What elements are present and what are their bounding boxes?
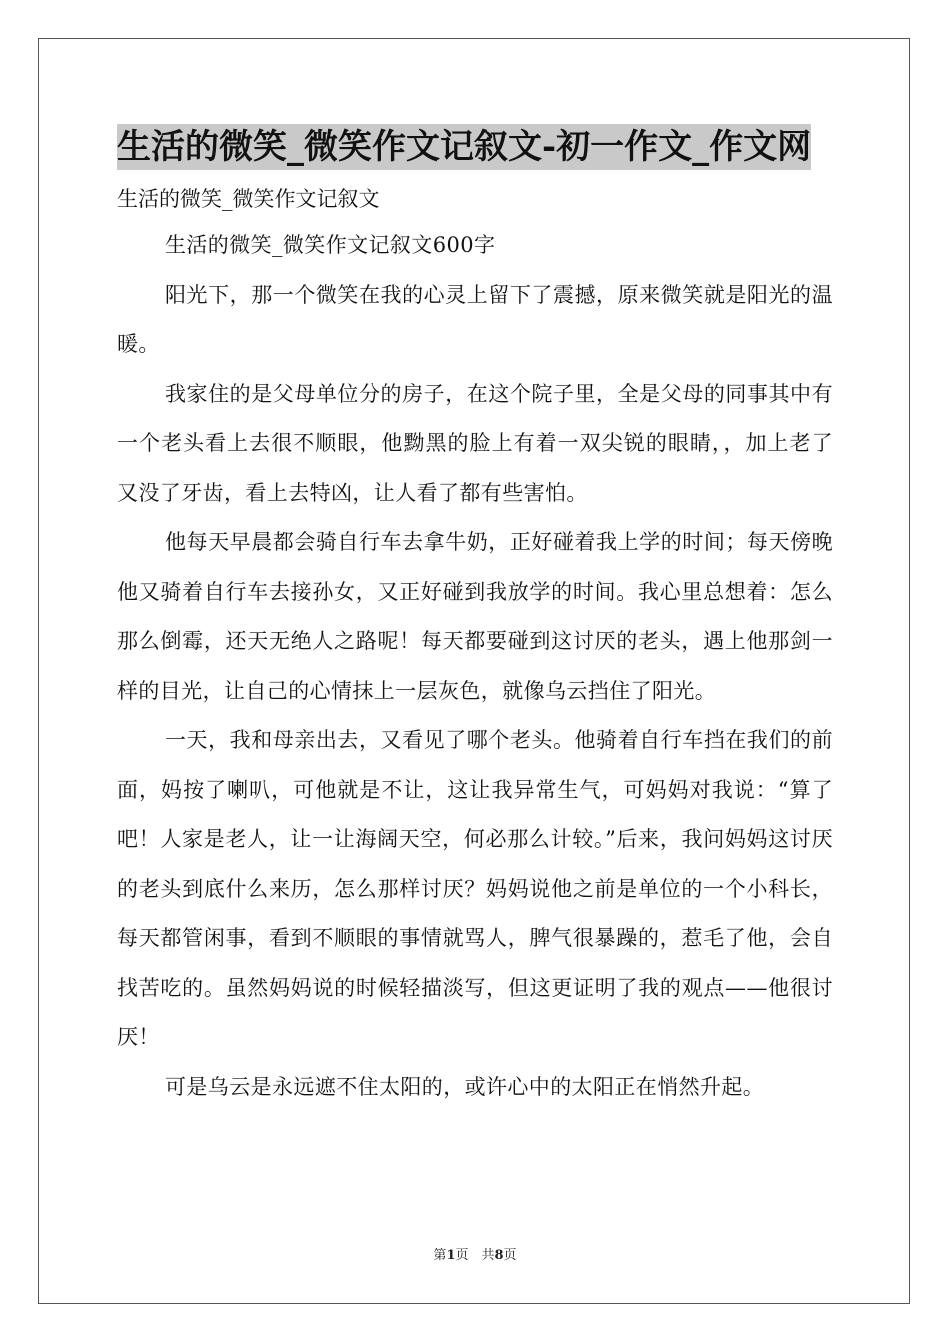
page-label-prefix: 第 xyxy=(433,1248,447,1263)
page-current: 1 xyxy=(446,1248,456,1263)
paragraph-1: 生活的微笑_微笑作文记叙文600字 xyxy=(165,233,496,257)
paragraph-3: 我家住的是父母单位分的房子，在这个院子里，全是父母的同事其中有一个老头看上去很不顺眼，他黝黑的脸上有着一双尖锐的眼睛，，加上老了又没了牙齿，看上去特凶，让人看了都有些害怕。 xyxy=(117,381,833,505)
page-footer xyxy=(0,1248,950,1264)
paragraph-5: 一天，我和母亲出去，又看见了哪个老头。他骑着自行车挡在我们的前面，妈按了喇叭，可他就是不让，这让我异常生气，可妈妈对我说：“算了吧！人家是老人，让一让海阔天空，何必那么计较。”后来，我问妈妈这讨厌的老头到底什么来历，怎么那样讨厌？妈妈说他之前是单位的一个小科长，每天都管闲事，看到不顺眼的事情就骂人，脾气很暴躁的，惹毛了他，会自找苦吃的。虽然妈妈说的时候轻描淡写，但这更证明了我的观点——他很讨厌！ xyxy=(117,728,833,1049)
document-subtitle: 生活的微笑_微笑作文记叙文 xyxy=(117,187,380,211)
paragraph-2: 阳光下，那一个微笑在我的心灵上留下了震撼，原来微笑就是阳光的温暖。 xyxy=(117,282,833,356)
page-label-mid: 页 共 xyxy=(455,1248,495,1263)
paragraph-6: 可是乌云是永远遮不住太阳的，或许心中的太阳正在悄然升起。 xyxy=(165,1074,765,1099)
page-label-suffix: 页 xyxy=(503,1248,517,1263)
document-title: 生活的微笑_微笑作文记叙文-初一作文_作文网 xyxy=(117,124,811,170)
document-body xyxy=(117,124,833,1112)
paragraph-4: 他每天早晨都会骑自行车去拿牛奶，正好碰着我上学的时间；每天傍晚他又骑着自行车去接孙女，又正好碰到我放学的时间。我心里总想着：怎么那么倒霉，还天无绝人之路呢！每天都要碰到这讨厌的老头，遇上他那剑一样的目光，让自己的心情抹上一层灰色，就像乌云挡住了阳光。 xyxy=(117,530,833,703)
page-total: 8 xyxy=(494,1248,504,1263)
